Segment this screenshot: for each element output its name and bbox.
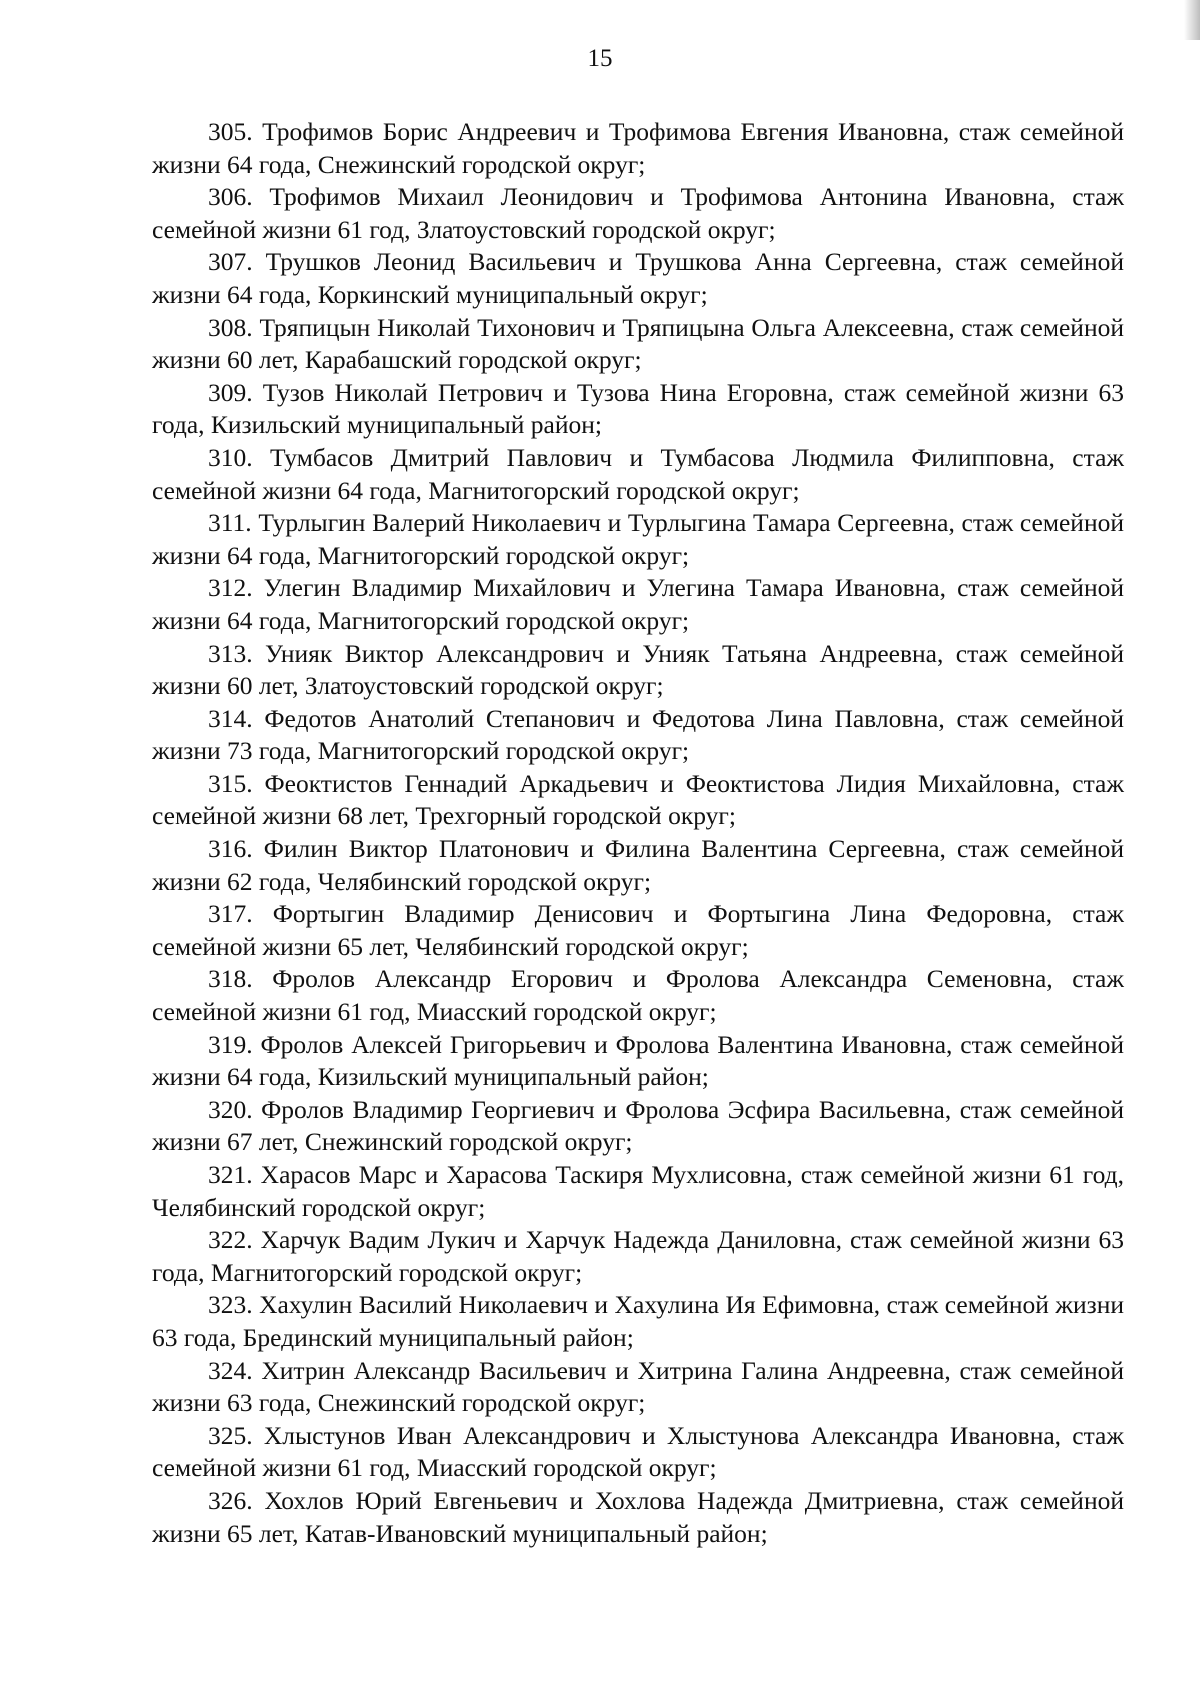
list-item: 320. Фролов Владимир Георгиевич и Фролова Эсфира Васильевна, стаж семейной жизни 67 лет, Снежинский городской округ; [152,1094,1124,1157]
list-item: 319. Фролов Алексей Григорьевич и Фролова Валентина Ивановна, стаж семейной жизни 64 года, Кизильский муниципальный район; [152,1029,1124,1092]
list-item: 314. Федотов Анатолий Степанович и Федотова Лина Павловна, стаж семейной жизни 73 года, Магнитогорский городской округ; [152,703,1124,766]
awardee-list [152,116,1124,1550]
scan-edge-shadow [1184,0,1200,40]
list-item: 317. Фортыгин Владимир Денисович и Фортыгина Лина Федоровна, стаж семейной жизни 65 лет, Челябинский городской округ; [152,899,1124,961]
list-item: 313. Унияк Виктор Александрович и Унияк Татьяна Андреевна, стаж семейной жизни 60 лет, Златоустовский городской округ; [152,638,1124,701]
list-item: 325. Хлыстунов Иван Александрович и Хлыстунова Александра Ивановна, стаж семейной жизни 61 год, Миасский городской округ; [152,1420,1124,1483]
list-item: 324. Хитрин Александр Васильевич и Хитрина Галина Андреевна, стаж семейной жизни 63 года, Снежинский городской округ; [152,1355,1124,1418]
list-item: 321. Харасов Марс и Харасова Таскиря Мухлисовна, стаж семейной жизни 61 год, Челябинский городской округ; [152,1160,1124,1222]
list-item: 312. Улегин Владимир Михайлович и Улегина Тамара Ивановна, стаж семейной жизни 64 года, Магнитогорский городской округ; [152,573,1124,635]
list-item: 315. Феоктистов Геннадий Аркадьевич и Феоктистова Лидия Михайловна, стаж семейной жизни 68 лет, Трехгорный городской округ; [152,768,1124,831]
list-item: 323. Хахулин Василий Николаевич и Хахулина Ия Ефимовна, стаж семейной жизни 63 года, Брединский муниципальный район; [152,1290,1124,1352]
list-item: 308. Тряпицын Николай Тихонович и Тряпицына Ольга Алексеевна, стаж семейной жизни 60 лет, Карабашский городской округ; [152,312,1124,375]
list-item: 310. Тумбасов Дмитрий Павлович и Тумбасова Людмила Филипповна, стаж семейной жизни 64 года, Магнитогорский городской округ; [152,442,1124,505]
list-item: 307. Трушков Леонид Васильевич и Трушкова Анна Сергеевна, стаж семейной жизни 64 года, Коркинский муниципальный округ; [152,247,1124,309]
list-item: 316. Филин Виктор Платонович и Филина Валентина Сергеевна, стаж семейной жизни 62 года, Челябинский городской округ; [152,834,1124,896]
list-item: 318. Фролов Александр Егорович и Фролова Александра Семеновна, стаж семейной жизни 61 год, Миасский городской округ; [152,964,1124,1027]
list-item: 306. Трофимов Михаил Леонидович и Трофимова Антонина Ивановна, стаж семейной жизни 61 год, Златоустовский городской округ; [152,182,1124,244]
list-item: 309. Тузов Николай Петрович и Тузова Нина Егоровна, стаж семейной жизни 63 года, Кизильский муниципальный район; [152,377,1124,440]
list-item: 311. Турлыгин Валерий Николаевич и Турлыгина Тамара Сергеевна, стаж семейной жизни 64 года, Магнитогорский городской округ; [152,508,1124,570]
list-item: 326. Хохлов Юрий Евгеньевич и Хохлова Надежда Дмитриевна, стаж семейной жизни 65 лет, Катав-Ивановский муниципальный район; [152,1485,1124,1548]
page-number: 15 [587,45,613,72]
list-item: 305. Трофимов Борис Андреевич и Трофимова Евгения Ивановна, стаж семейной жизни 64 года, Снежинский городской округ; [152,117,1124,179]
list-item: 322. Харчук Вадим Лукич и Харчук Надежда Даниловна, стаж семейной жизни 63 года, Магнитогорский городской округ; [152,1225,1124,1287]
